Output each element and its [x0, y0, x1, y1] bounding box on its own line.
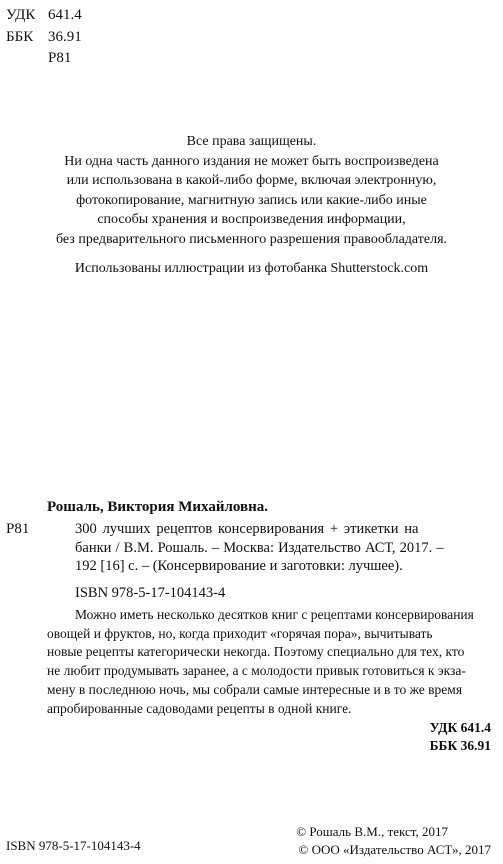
card-bbk: ББК 36.91: [429, 738, 491, 753]
notice-line: Все права защищены.: [186, 134, 317, 149]
card-title-line: 192 [16] с. – (Консервирование и заготовки: лучшее).: [75, 558, 403, 574]
notice-line: Ни одна часть данного издания не может быть воспроизведена: [64, 153, 439, 169]
notice-line: без предварительного письменного разрешения правообладателя.: [55, 231, 448, 247]
card-title: [75, 520, 495, 576]
copyright-text: © Рошаль В.М., текст, 2017: [296, 824, 448, 839]
udk-value: 641.4: [48, 7, 82, 23]
card-author: Рошаль, Виктория Михайловна.: [47, 499, 269, 515]
annotation-line: мену в последнюю ночь, мы собрали самые интересные и в то же время: [47, 681, 463, 697]
annotation-line: овощей и фруктов, но, когда приходит «горячая пора», вычитывать: [47, 625, 433, 641]
card-isbn: ISBN 978-5-17-104143-4: [75, 585, 226, 601]
annotation-line: Можно иметь несколько десятков книг с рецептами консервирования: [75, 607, 474, 622]
card-annotation: [47, 606, 498, 718]
illustrations-credit: Использованы иллюстрации из фотобанка Shutterstock.com: [74, 261, 429, 276]
annotation-line: новые рецепты категорически некогда. Поэтому специально для тех, кто: [47, 644, 465, 660]
card-index: Р81: [6, 521, 30, 537]
card-udk: УДК 641.4: [429, 720, 491, 735]
notice-line: способы хранения и воспроизведения информации,: [97, 212, 406, 227]
bbk-value: 36.91: [48, 29, 82, 45]
annotation-line: апробированные садоводами рецепты в одной книге.: [47, 700, 352, 716]
annotation-line: не любит продумывать заранее, а с молодости привык готовиться к экза-: [47, 663, 466, 679]
card-title-line: 300 лучших рецептов консервирования + этикетки на: [75, 521, 419, 537]
copyright-publisher: © ООО «Издательство АСТ», 2017: [298, 842, 491, 857]
author-mark: Р81: [48, 50, 72, 66]
udk-code: [6, 6, 86, 25]
notice-line: или использована в какой-либо форме, включая электронную,: [66, 173, 437, 188]
udk-label: УДК: [6, 7, 36, 23]
notice-line: фотокопирование, магнитную запись или какие-либо иные: [76, 192, 427, 208]
bbk-label: ББК: [6, 29, 34, 45]
card-title-line: банки / В.М. Рошаль. – Москва: Издательство АСТ, 2017. –: [75, 539, 444, 556]
footer-isbn: ISBN 978-5-17-104143-4: [6, 838, 141, 853]
copyright-notice: [0, 132, 503, 249]
bbk-code: [6, 28, 86, 47]
